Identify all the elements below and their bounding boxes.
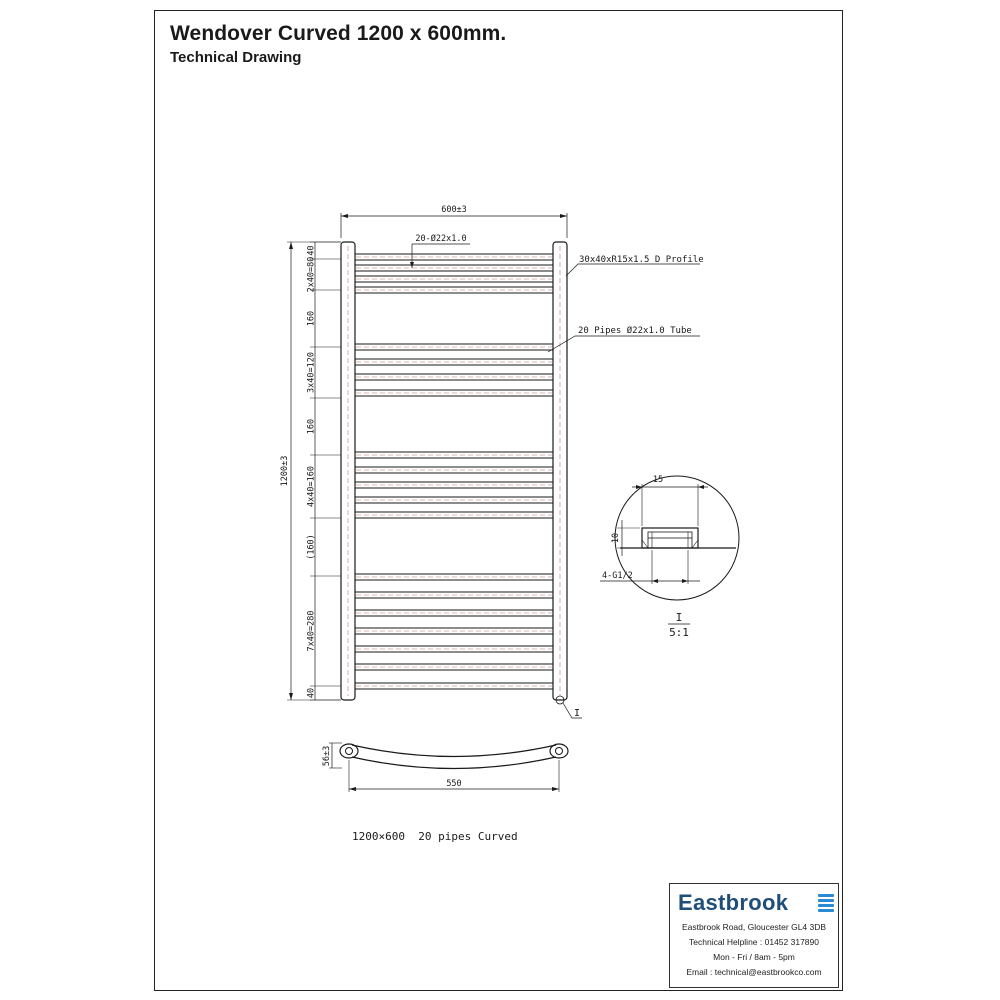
detail-view: [600, 476, 739, 624]
waves-icon: [818, 894, 834, 914]
segment-dimension-label: 40: [306, 245, 317, 256]
detail-marker: I: [574, 708, 581, 719]
segment-dimension-label: 7x40=280: [306, 610, 317, 652]
company-logo: Eastbrook: [678, 890, 789, 915]
horizontal-pipes: [355, 254, 553, 689]
detail-width-dimension: 15: [652, 475, 664, 485]
segment-dimension-label: 4x40=160: [306, 466, 317, 507]
centers-dimension: 550: [446, 779, 462, 789]
segment-dimension-label: (160): [306, 534, 317, 560]
contact-email: Email : technical@eastbrookco.com: [686, 967, 822, 977]
opening-hours: Mon - Fri / 8am - 5pm: [713, 952, 795, 962]
segment-dimension-label: 2x40=80: [306, 256, 317, 293]
drawing-subtitle: Technical Drawing: [170, 49, 302, 66]
detail-label: I: [675, 611, 683, 624]
pipe-note: 20-Ø22x1.0: [415, 234, 467, 244]
drawing-title: Wendover Curved 1200 x 600mm.: [170, 22, 507, 45]
width-dimension: 600±3: [441, 205, 467, 215]
thread-note: 4-G1/2: [602, 571, 633, 581]
detail-height-dimension: 10: [611, 532, 621, 544]
profile-callout: 30x40xR15x1.5 D Profile: [579, 255, 704, 265]
segment-dimension-label: 40: [306, 687, 317, 699]
segment-dimension-label: 3x40=120: [306, 352, 317, 393]
depth-dimension: 56±3: [322, 745, 332, 767]
segment-dimension-label: 160: [306, 418, 317, 435]
segment-dimension-label: 160: [306, 310, 317, 327]
technical-helpline: Technical Helpline : 01452 317890: [689, 937, 819, 947]
company-info-box: [669, 883, 839, 988]
drawing-caption: 1200×600 20 pipes Curved: [352, 830, 518, 843]
detail-scale: 5:1: [669, 626, 689, 639]
pipes-callout: 20 Pipes Ø22x1.0 Tube: [578, 326, 692, 336]
company-address: Eastbrook Road, Gloucester GL4 3DB: [681, 922, 827, 932]
height-dimension: 1200±3: [280, 455, 290, 487]
front-view: [287, 213, 700, 718]
